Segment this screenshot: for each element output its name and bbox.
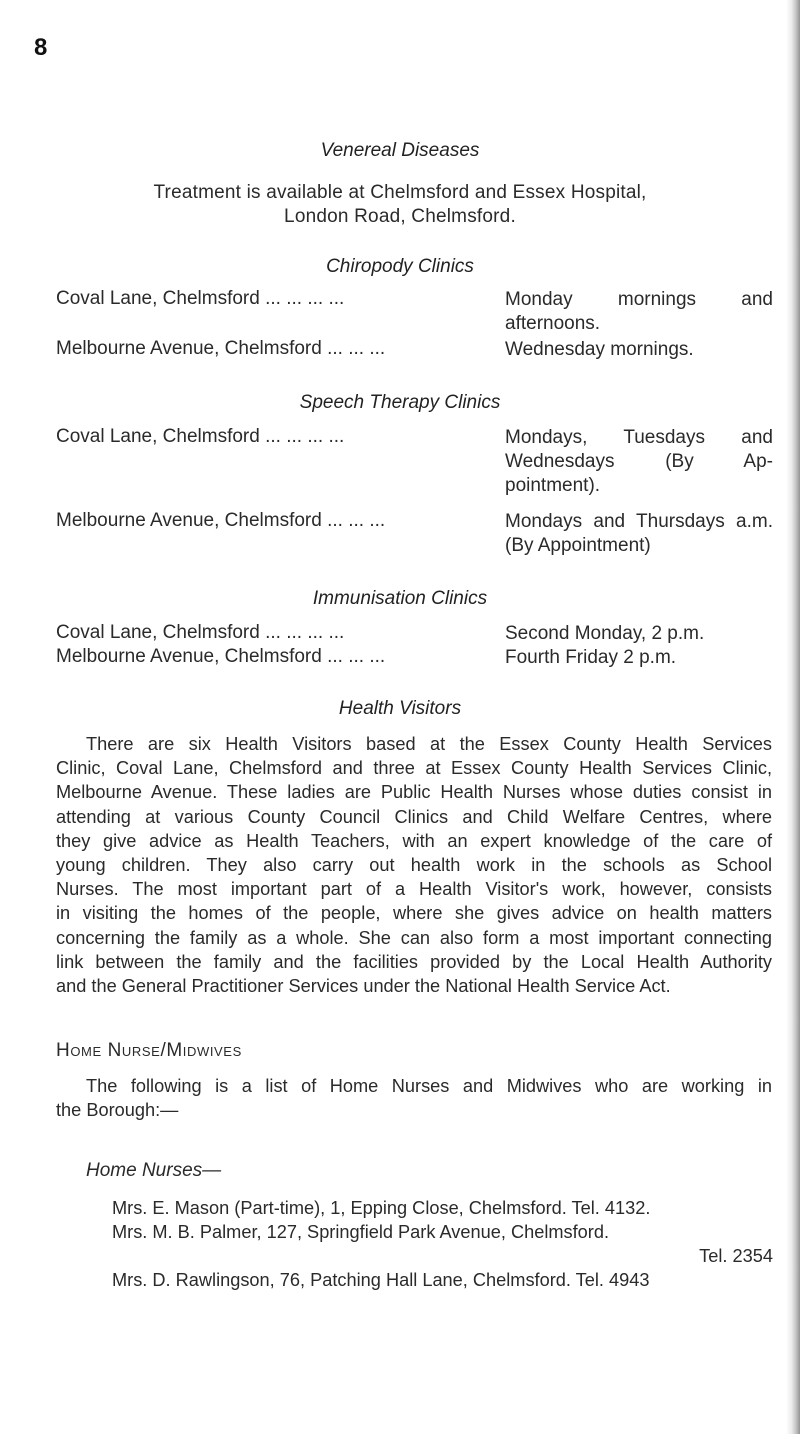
health-visitors-paragraph [56, 732, 772, 998]
hv-line-9: concerning the family as a whole. She can also form a most important connecting [56, 927, 772, 948]
chiropody-times-1: Monday mornings and afternoons. [505, 289, 773, 334]
nurse-entry-2-tel: Tel. 2354 [699, 1246, 773, 1266]
speech-heading: Speech Therapy Clinics [299, 392, 501, 413]
immunisation-location-2: Melbourne Avenue, Chelmsford ... ... ... [56, 646, 386, 667]
chiropody-heading: Chiropody Clinics [326, 256, 474, 277]
home-nurse-intro-line-2: the Borough:— [56, 1100, 179, 1121]
speech-location-2: Melbourne Avenue, Chelmsford ... ... ... [56, 510, 386, 531]
home-nurse-heading: Home Nurse/Midwives [56, 1040, 242, 1061]
venereal-line-1: Treatment is available at Chelmsford and Essex Hospital, [153, 182, 647, 203]
hv-line-4: attending at various County Council Clinics and Child Welfare Centres, where [56, 806, 772, 827]
nurse-entry-1: Mrs. E. Mason (Part-time), 1, Epping Close, Chelmsford. Tel. 4132. [112, 1198, 651, 1218]
speech-times-1: Mondays, Tuesdays and Wednesdays (By Ap- pointment). [505, 427, 773, 496]
home-nurse-intro-line-1: The following is a list of Home Nurses and Midwives who are working in [86, 1076, 772, 1096]
home-nurses-subheading: Home Nurses— [86, 1160, 222, 1181]
immunisation-heading: Immunisation Clinics [312, 588, 488, 609]
venereal-line-2: London Road, Chelmsford. [284, 206, 516, 227]
hv-line-6: young children. They also carry out health work in the schools as School [56, 855, 772, 876]
hv-line-5: they give advice as Health Teachers, with an expert knowledge of the care of [56, 830, 772, 851]
speech-location-1: Coval Lane, Chelmsford ... ... ... ... [56, 426, 345, 447]
health-visitors-heading: Health Visitors [338, 698, 462, 719]
immunisation-times-1: Second Monday, 2 p.m. [505, 623, 705, 644]
immunisation-times-2: Fourth Friday 2 p.m. [505, 647, 677, 668]
chiropody-location-1: Coval Lane, Chelmsford ... ... ... ... [56, 288, 345, 309]
immunisation-location-1: Coval Lane, Chelmsford ... ... ... ... [56, 622, 345, 643]
hv-line-1: There are six Health Visitors based at the Essex County Health Services [86, 734, 772, 754]
hv-line-2: Clinic, Coval Lane, Chelmsford and three at Essex County Health Services Clinic, [56, 758, 772, 779]
chiropody-location-2: Melbourne Avenue, Chelmsford ... ... ... [56, 338, 386, 359]
chiropody-times-2: Wednesday mornings. [505, 339, 694, 360]
hv-line-8: in visiting the homes of the people, where she gives advice on health matters [56, 903, 772, 924]
nurse-entry-2: Mrs. M. B. Palmer, 127, Springfield Park Avenue, Chelmsford. [112, 1222, 610, 1242]
hv-line-10: link between the family and the facilities provided by the Local Health Authority [56, 951, 772, 972]
venereal-heading: Venereal Diseases [320, 140, 480, 161]
hv-line-3: Melbourne Avenue. These ladies are Public Health Nurses whose duties consist in [56, 782, 772, 803]
page-number: 8 [34, 34, 48, 61]
speech-times-2: Mondays and Thursdays a.m. (By Appointment) [505, 511, 773, 556]
nurse-entry-3: Mrs. D. Rawlingson, 76, Patching Hall Lane, Chelmsford. Tel. 4943 [112, 1270, 650, 1290]
hv-line-11: and the General Practitioner Services under the National Health Service Act. [56, 976, 671, 997]
home-nurse-intro [56, 1074, 772, 1122]
hv-line-7: Nurses. The most important part of a Health Visitor's work, however, consists [56, 879, 772, 900]
